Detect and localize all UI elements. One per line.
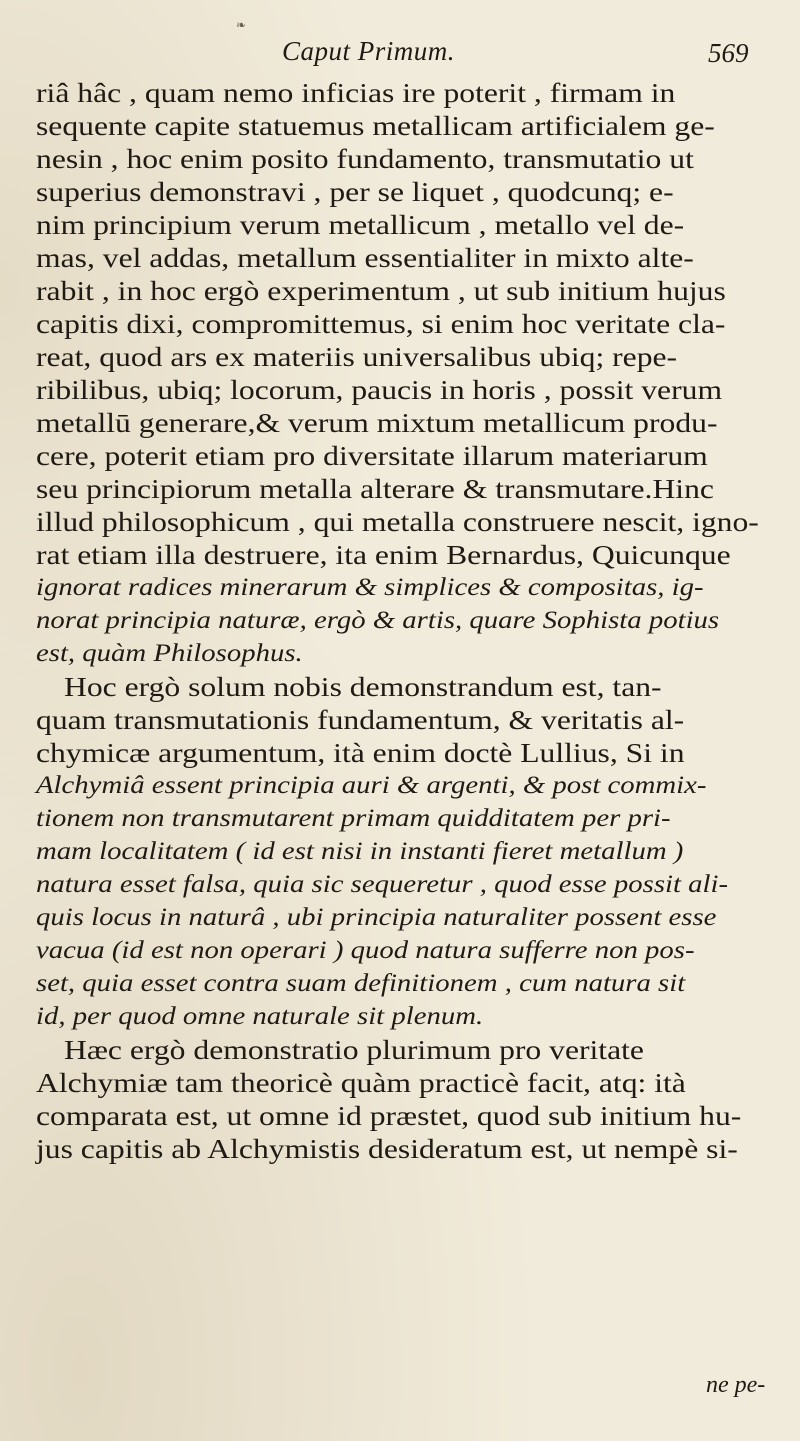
text-line: nesin , hoc enim posito fundamento, transmutatio ut bbox=[36, 143, 694, 174]
ornament-mark: ❧ bbox=[236, 18, 247, 32]
text-line: metallū generare,& verum mixtum metallicum produ- bbox=[36, 407, 718, 438]
text-line: riâ hâc , quam nemo inficias ire poterit , firmam in bbox=[36, 77, 676, 108]
text-line: Alchymiâ essent principia auri & argenti, & post commix- bbox=[36, 772, 707, 799]
text-line: reat, quod ars ex materiis universalibus ubiq; repe- bbox=[36, 341, 678, 372]
text-line: superius demonstravi , per se liquet , quodcunq; e- bbox=[36, 176, 674, 207]
running-title: Caput Primum. bbox=[282, 36, 456, 66]
text-line: mam localitatem ( id est nisi in instanti fieret metallum ) bbox=[36, 838, 684, 865]
text-line: nim principium verum metallicum , metallo vel de- bbox=[36, 209, 685, 240]
text-line: Hoc ergò solum nobis demonstrandum est, tan- bbox=[64, 671, 662, 702]
text-line: Alchymiæ tam theoricè quàm practicè facit, atq: ità bbox=[36, 1067, 686, 1098]
text-line: est, quàm Philosophus. bbox=[36, 640, 303, 667]
text-line: quam transmutationis fundamentum, & veritatis al- bbox=[36, 704, 685, 735]
text-line: illud philosophicum , qui metalla construere nescit, igno- bbox=[36, 506, 759, 537]
text-line: ignorat radices minerarum & simplices & compositas, ig- bbox=[36, 574, 704, 601]
text-line: rat etiam illa destruere, ita enim Bernardus, Quicunque bbox=[36, 539, 731, 570]
text-line: sequente capite statuemus metallicam artificialem ge- bbox=[36, 110, 715, 141]
text-line: seu principiorum metalla alterare & transmutare.Hinc bbox=[36, 473, 714, 504]
text-line: norat principia naturæ, ergò & artis, quare Sophista potius bbox=[36, 607, 720, 634]
text-line: capitis dixi, compromittemus, si enim hoc veritate cla- bbox=[36, 308, 726, 339]
text-line: jus capitis ab Alchymistis desideratum est, ut nempè si- bbox=[36, 1133, 738, 1164]
text-line: rabit , in hoc ergò experimentum , ut sub initium hujus bbox=[36, 275, 726, 306]
text-line: vacua (id est non operari ) quod natura sufferre non pos- bbox=[36, 937, 695, 964]
text-line: ribilibus, ubiq; locorum, paucis in horis , possit verum bbox=[36, 374, 723, 405]
catchword: ne pe- bbox=[706, 1372, 766, 1398]
text-line: Hæc ergò demonstratio plurimum pro veritate bbox=[64, 1034, 644, 1065]
text-line: quis locus in naturâ , ubi principia naturaliter possent esse bbox=[36, 904, 717, 931]
text-line: set, quia esset contra suam definitionem , cum natura sit bbox=[36, 970, 686, 997]
text-line: comparata est, ut omne id præstet, quod sub initium hu- bbox=[36, 1100, 742, 1131]
text-line: tionem non transmutarent primam quidditatem per pri- bbox=[36, 805, 671, 832]
text-line: mas, vel addas, metallum essentialiter in mixto alte- bbox=[36, 242, 694, 273]
text-line: natura esset falsa, quia sic sequeretur , quod esse possit ali- bbox=[36, 871, 729, 898]
text-line: chymicæ argumentum, ità enim doctè Lullius, Si in bbox=[36, 737, 685, 768]
text-line: cere, poterit etiam pro diversitate illarum materiarum bbox=[36, 440, 708, 471]
page-header bbox=[0, 34, 800, 74]
page-number: 569 bbox=[708, 38, 749, 68]
text-line: id, per quod omne naturale sit plenum. bbox=[36, 1003, 484, 1030]
